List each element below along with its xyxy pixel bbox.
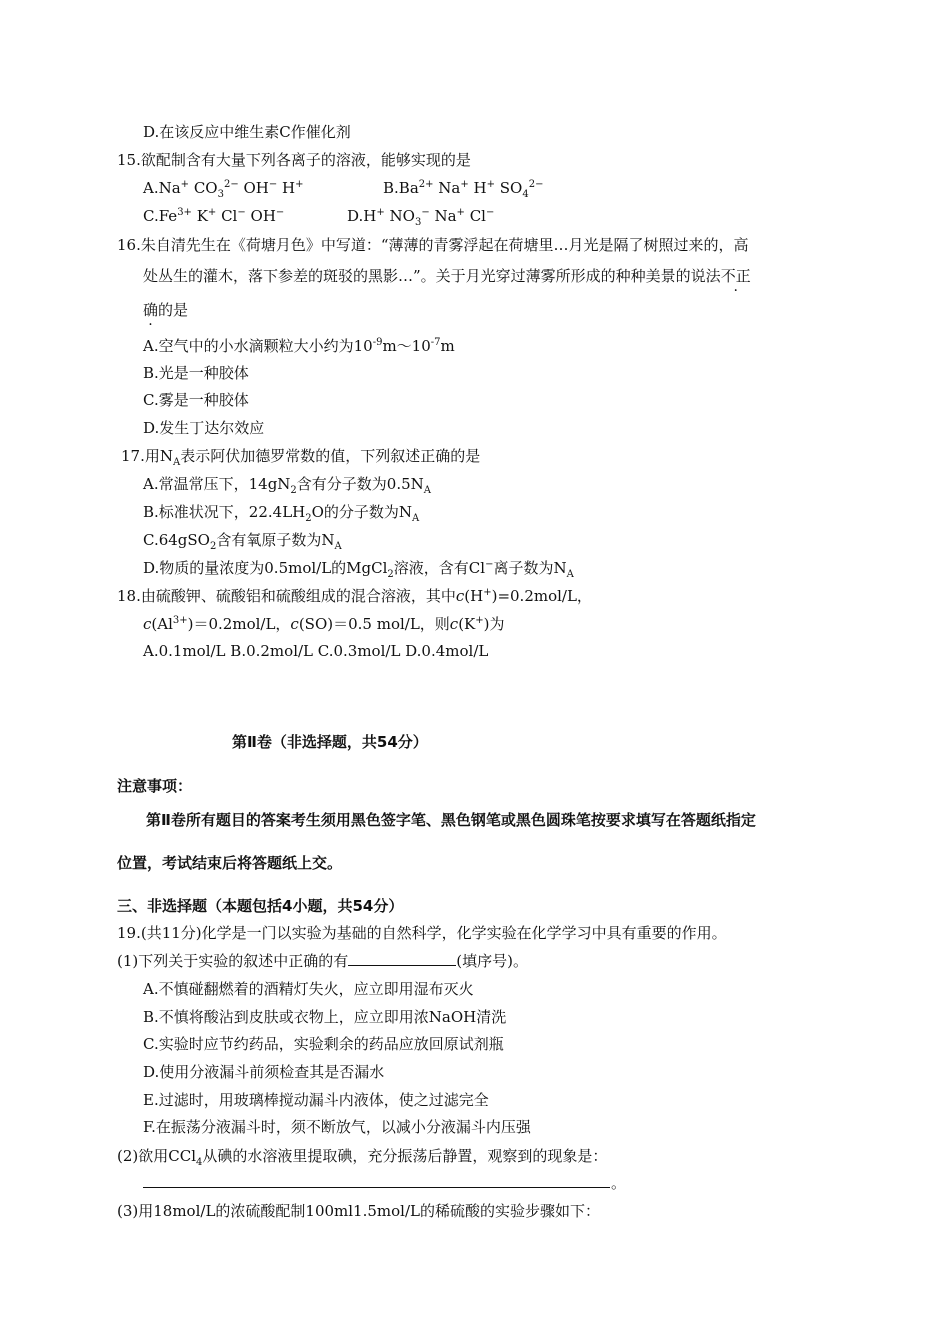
q16-option-a: A.空气中的小水滴颗粒大小约为$10^{-9}m\sim 10^{-7}m$ — [143, 337, 455, 355]
q19-part1: (1)下列关于实验的叙述中正确的有 (填序号)。 — [117, 952, 528, 970]
q15-option-c: $C.Fe^{3+}$ K+ Cl− OH− — [143, 207, 285, 225]
q15-option-d: D.H+ $NO_3^-$ Na+ Cl− — [347, 207, 495, 228]
notice-line2: 位置，考试结束后将答题纸上交。 — [117, 854, 343, 872]
emphasis-not-correct: 不正 — [720, 267, 751, 285]
q16-option-b: B.光是一种胶体 — [143, 364, 249, 382]
q19-option-d: D.使用分液漏斗前须检查其是否漏水 — [143, 1063, 385, 1081]
answer-blank-2[interactable] — [143, 1187, 610, 1188]
q15-option-a: A.Na+ $CO_3^{2-}$ OH− H+ — [143, 179, 304, 200]
q19-stem: 19.(共11分)化学是一门以实验为基础的自然科学，化学实验在化学学习中具有重要的作用。 — [117, 924, 727, 942]
q17-option-d: D.物质的量浓度为0.5mol/L的MgCl$_2$溶液，含有Cl−离子数为$N_A$ — [143, 559, 574, 580]
answer-blank-1[interactable] — [348, 951, 456, 966]
q14-option-d: D.在该反应中维生素C作催化剂 — [143, 123, 351, 141]
q16-stem-line3: 确的是 — [143, 301, 189, 319]
q18-options: A.0.1mol/L B.0.2mol/L C.0.3mol/L D.0.4mol/L — [143, 642, 489, 660]
q17-option-b: B.标准状况下，$22.4LH_2O$的分子数为$N_A$ — [143, 503, 420, 524]
q17-stem: 17.用$N_A$表示阿伏加德罗常数的值，下列叙述正确的是 — [121, 447, 481, 468]
q16-stem-line2: 处丛生的灌木，落下参差的斑驳的黑影…”。关于月光穿过薄雾所形成的种种美景的说法不正 — [143, 267, 751, 285]
q16-option-d: D.发生丁达尔效应 — [143, 419, 265, 437]
q19-option-a: A.不慎碰翻燃着的酒精灯失火，应立即用湿布灭火 — [143, 980, 474, 998]
q19-option-c: C.实验时应节约药品，实验剩余的药品应放回原试剂瓶 — [143, 1035, 504, 1053]
q16-option-c: C.雾是一种胶体 — [143, 391, 249, 409]
q18-stem-line2: $c(Al^{3+})=0.2mol/L$，c(SO)＝0.5 mol/L，则c(K+)为 — [143, 615, 505, 633]
q15-option-b: $B.Ba^{2+}$ Na+ H+ $SO_4^{2-}$ — [383, 179, 544, 200]
part2-title: 第Ⅱ卷（非选择题，共54分） — [232, 733, 428, 751]
q19-option-e: E.过滤时，用玻璃棒搅动漏斗内液体，使之过滤完全 — [143, 1091, 489, 1109]
q19-part2: (2)欲用CCl$_4$从碘的水溶液里提取碘，充分振荡后静置，观察到的现象是： — [117, 1147, 608, 1168]
notice-line1: 第Ⅱ卷所有题目的答案考生须用黑色签字笔、黑色钢笔或黑色圆珠笔按要求填写在答题纸指定 — [146, 811, 756, 829]
q19-part2-end: 。 — [611, 1174, 627, 1192]
q17-option-a: A.常温常压下，$14gN_2$含有分子数为$0.5N_A$ — [143, 475, 432, 496]
section3-heading: 三、非选择题（本题包括4小题，共54分） — [117, 897, 404, 915]
notice-title: 注意事项： — [117, 777, 193, 795]
q16-stem-line1: 16.朱自清先生在《荷塘月色》中写道：“薄薄的青雾浮起在荷塘里…月光是隔了树照过来的，高 — [117, 236, 749, 254]
q19-option-b: B.不慎将酸沾到皮肤或衣物上，应立即用浓NaOH清洗 — [143, 1008, 507, 1026]
q15-stem: 15.欲配制含有大量下列各离子的溶液，能够实现的是 — [117, 151, 471, 169]
q18-stem-line1: 18.由硫酸钾、硫酸铝和硫酸组成的混合溶液，其中c(H+)=0.2mol/L， — [117, 587, 592, 605]
q17-option-c: C.64gSO$_2$含有氧原子数为$N_A$ — [143, 531, 342, 552]
q19-option-f: F.在振荡分液漏斗时，须不断放气，以减小分液漏斗内压强 — [143, 1118, 531, 1136]
q19-part3: (3)用18mol/L的浓硫酸配制100ml1.5mol/L的稀硫酸的实验步骤如下： — [117, 1202, 600, 1220]
